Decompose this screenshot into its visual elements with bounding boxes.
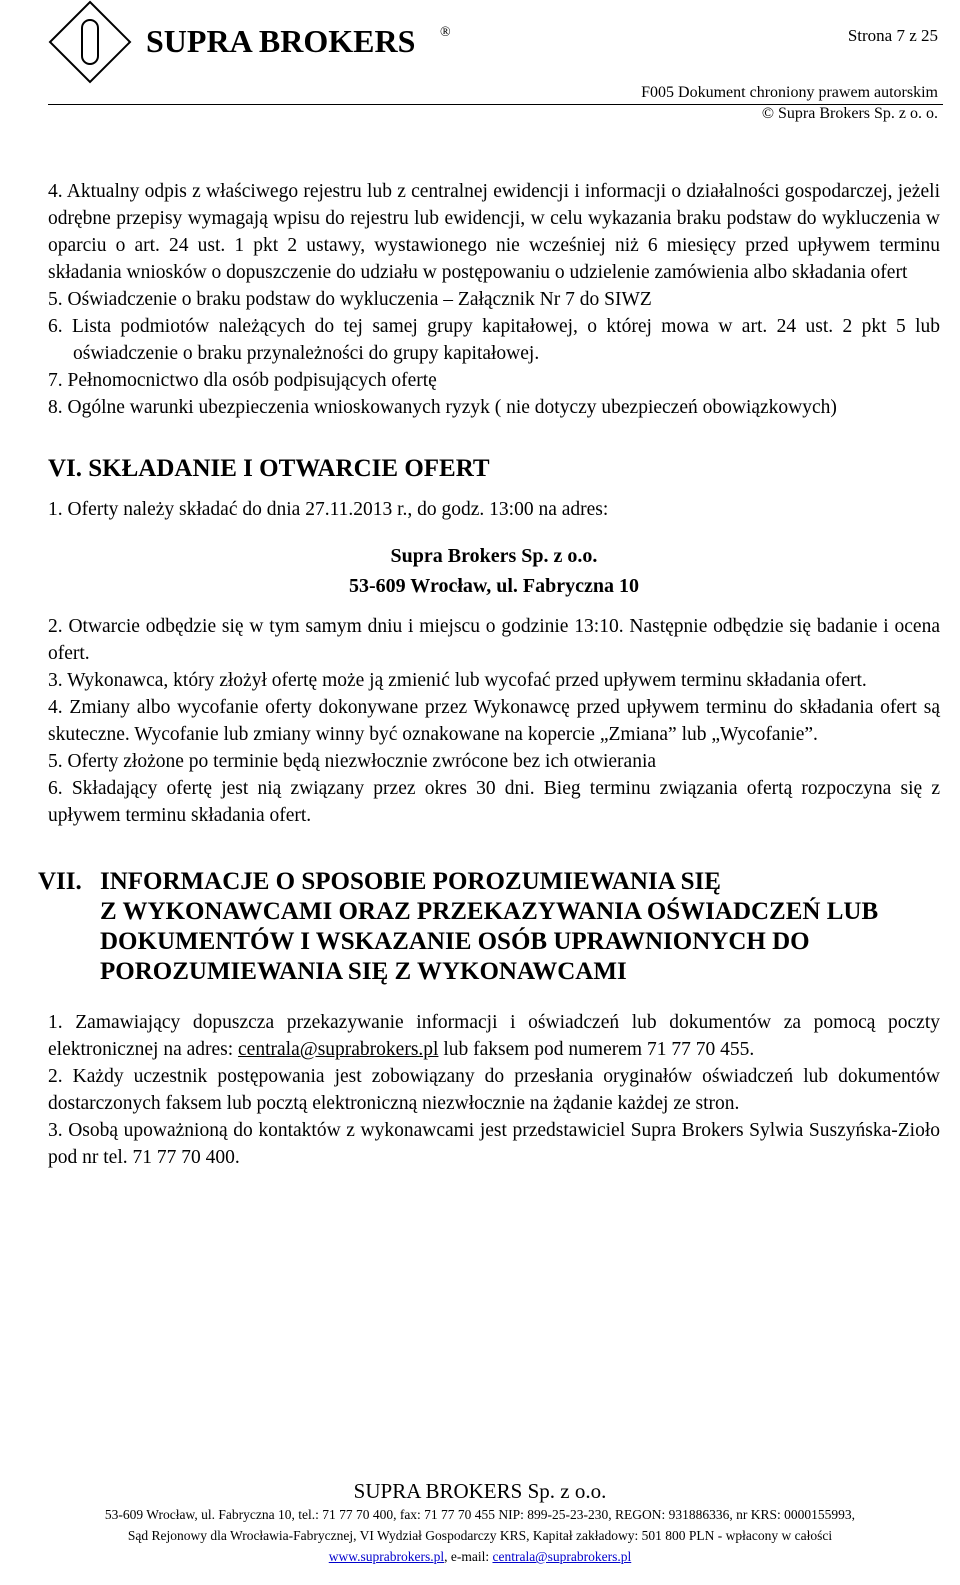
footer-registry: Sąd Rejonowy dla Wrocławia-Fabrycznej, VI Wydział Gospodarczy KRS, Kapitał zakładowy: 501 800 PLN - wpłacony w całości (127, 1528, 833, 1543)
document-body (38, 178, 940, 1171)
footer-address: 53-609 Wrocław, ul. Fabryczna 10, tel.: 71 77 70 400, fax: 71 77 70 455 NIP: 899-25-23-230, REGON: 931886336, nr KRS: 0000155993, (104, 1507, 856, 1522)
list-item: 4. Aktualny odpis z właściwego rejestru lub z centralnej ewidencji i informacji o działalności gospodarczej, jeżeli odrębne przepisy wymagają wpisu do rejestru lub ewidencji, w celu wykazania braku podstaw do wykluczenia w oparciu o art. 24 ust. 1 pkt 2 ustawy, wystawionego nie wcześniej niż 6 miesięcy przed upływem terminu składania wniosków o dopuszczenie do udziału w postępowaniu o udzielenie zamówienia albo składania ofert (48, 181, 940, 283)
section-7-heading (38, 867, 940, 987)
section-7-title (100, 867, 878, 987)
section-7-title-line: DOKUMENTÓW I WSKAZANIE OSÓB UPRAWNIONYCH DO (100, 928, 810, 955)
contact-email-link[interactable]: centrala@suprabrokers.pl (238, 1039, 439, 1060)
address-company: Supra Brokers Sp. z o.o. (390, 545, 598, 567)
copyright-notice (641, 82, 938, 124)
section-7-title-line: Z WYKONAWCAMI ORAZ PRZEKAZYWANIA OŚWIADCZEŃ LUB (100, 898, 879, 925)
list-item: 7. Pełnomocnictwo dla osób podpisujących ofertę (48, 370, 437, 391)
footer-contact: www.suprabrokers.pl, e-mail: centrala@suprabrokers.pl (328, 1549, 632, 1564)
list-item: 6. Lista podmiotów należących do tej samej grupy kapitałowej, o której mowa w art. 24 ust. 2 pkt 5 lub oświadczenie o braku przynależności do grupy kapitałowej. (48, 316, 940, 364)
copyright-line-1: F005 Dokument chroniony prawem autorskim (641, 84, 938, 101)
section-6-item-3: 3. Wykonawca, który złożył ofertę może ją zmienić lub wycofać przed upływem terminu składania ofert. (48, 670, 867, 691)
section-7-title-line: INFORMACJE O SPOSOBIE POROZUMIEWANIA SIĘ (100, 868, 721, 895)
section-6-heading: VI. SKŁADANIE I OTWARCIE OFERT (48, 455, 490, 482)
section-6-item-4: 4. Zmiany albo wycofanie oferty dokonywane przez Wykonawcę przed upływem terminu do składania ofert są skuteczne. Wycofanie lub zmiany winny być oznakowane na kopercie „Zmiana” lub „Wycofanie”. (48, 697, 940, 745)
page-number: Strona 7 z 25 (847, 26, 938, 45)
page-footer (0, 1478, 960, 1567)
header-divider (48, 104, 943, 105)
list-item: 8. Ogólne warunki ubezpieczenia wnioskowanych ryzyk ( nie dotyczy ubezpieczeń obowiązkowych) (48, 397, 837, 418)
section-7-item-3: 3. Osobą upoważnioną do kontaktów z wykonawcami jest przedstawiciel Supra Brokers Sylwia Suszyńska-Zioło pod nr tel. 71 77 70 400. (48, 1120, 940, 1168)
logo-diamond-icon (50, 2, 130, 82)
section-7-number: VII. (38, 868, 82, 895)
logo-text: SUPRA BROKERS (146, 23, 416, 59)
section-6-item-5: 5. Oferty złożone po terminie będą niezwłocznie zwrócone bez ich otwierania (48, 751, 657, 772)
section-7-item-1: 1. Zamawiający dopuszcza przekazywanie informacji i oświadczeń lub dokumentów za pomocą poczty elektronicznej na adres: centrala@suprabrokers.pl lub faksem pod numerem 71 77 70 455. (48, 1012, 940, 1060)
section-6-item-2: 2. Otwarcie odbędzie się w tym samym dniu i miejscu o godzinie 13:10. Następnie odbędzie się badanie i ocena ofert. (48, 616, 940, 664)
section-7-item-2: 2. Każdy uczestnik postępowania jest zobowiązany do przesłania oryginałów oświadczeń lub dokumentów dostarczonych faksem lub pocztą elektroniczną niezwłocznie na żądanie każdej ze stron. (48, 1066, 940, 1114)
section-6-item-1: 1. Oferty należy składać do dnia 27.11.2013 r., do godz. 13:00 na adres: (48, 499, 609, 520)
section-6-item-6: 6. Składający ofertę jest nią związany przez okres 30 dni. Bieg terminu związania ofertą rozpoczyna się z upływem terminu składania ofert. (48, 778, 940, 826)
copyright-line-2: © Supra Brokers Sp. z o. o. (761, 105, 938, 122)
website-link[interactable]: www.suprabrokers.pl (328, 1549, 445, 1564)
address-street: 53-609 Wrocław, ul. Fabryczna 10 (349, 575, 639, 597)
registered-mark: ® (440, 25, 451, 40)
page-header (0, 0, 960, 122)
supra-brokers-logo (48, 0, 451, 84)
section-7-title-line: POROZUMIEWANIA SIĘ Z WYKONAWCAMI (100, 958, 627, 985)
email-link[interactable]: centrala@suprabrokers.pl (492, 1549, 632, 1564)
footer-company: SUPRA BROKERS Sp. z o.o. (353, 1479, 607, 1503)
list-item: 5. Oświadczenie o braku podstaw do wykluczenia – Załącznik Nr 7 do SIWZ (48, 289, 652, 310)
